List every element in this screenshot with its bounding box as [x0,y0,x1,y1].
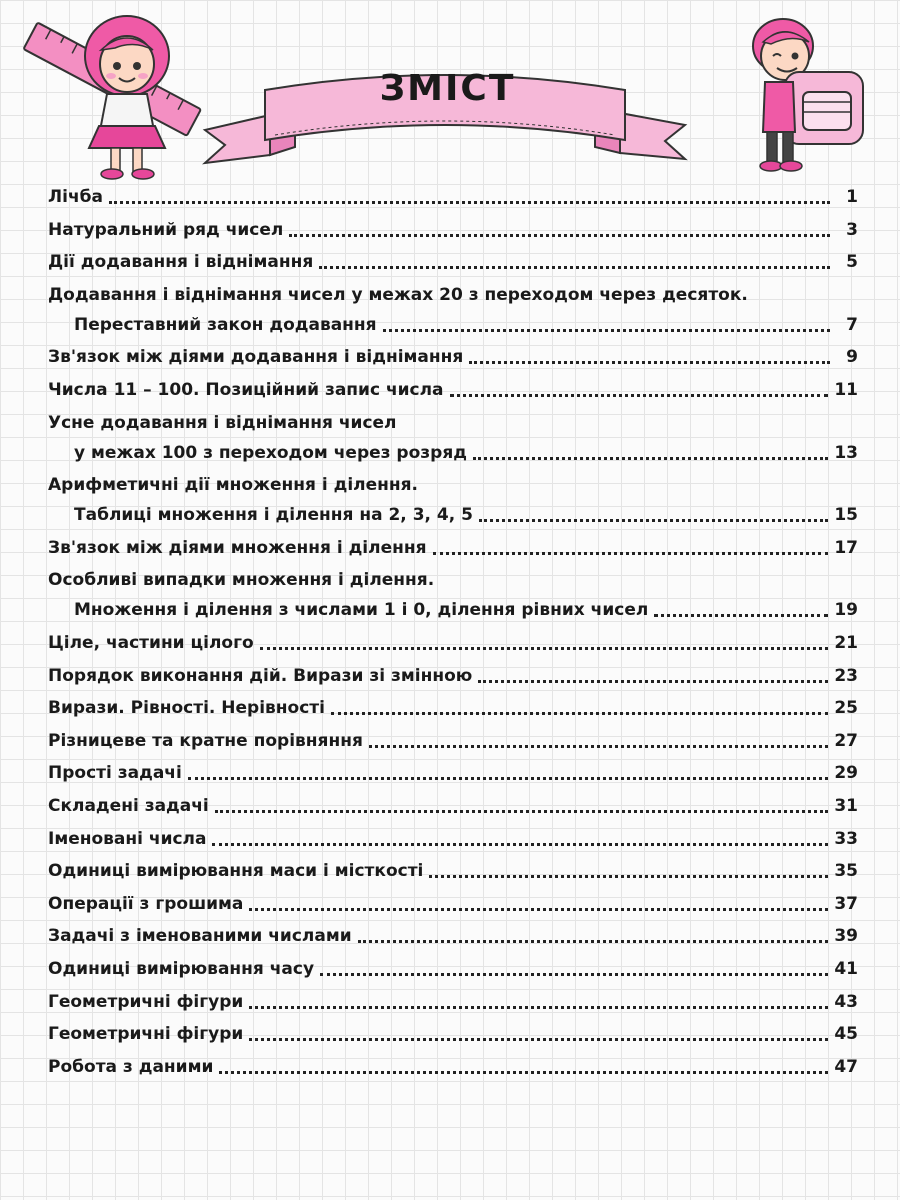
toc-page-number: 39 [834,926,858,947]
toc-entry-title: Ціле, частини цілого [48,633,254,653]
toc-entry-title: у межах 100 з переходом через розряд [74,442,467,463]
dot-leader [479,519,828,522]
toc-entry[interactable] [48,346,858,368]
toc-page-number: 35 [834,861,858,882]
toc-page-number: 15 [834,505,858,526]
dot-leader [358,940,829,943]
toc-page-number: 45 [834,1024,858,1045]
toc-entry[interactable] [48,795,858,817]
toc-page-number: 31 [834,796,858,816]
toc-entry-title: Іменовані числа [48,828,207,849]
toc-entry-title: Геометричні фігури [48,991,244,1012]
toc-entry[interactable] [48,219,858,241]
toc-entry[interactable] [48,474,858,526]
toc-entry-title: Лічба [48,187,103,207]
dot-leader [450,394,829,397]
toc-page-number: 23 [834,665,858,686]
toc-entry-title: Порядок виконання дій. Вирази зі змінною [48,665,473,686]
dot-leader [369,745,828,748]
toc-entry[interactable] [48,537,858,559]
toc-entry-title: Геометричні фігури [48,1024,244,1045]
toc-entry-title: Зв'язок між діями додавання і віднімання [48,347,464,368]
dot-leader [320,973,828,976]
toc-entry[interactable] [48,1023,858,1045]
toc-entry[interactable] [48,412,858,464]
toc-entry-title: Різницеве та кратне порівняння [48,730,363,751]
toc-page-number: 47 [834,1056,858,1077]
toc-page-number: 27 [834,730,858,751]
dot-leader [478,680,828,683]
toc-page-number: 3 [846,219,858,240]
toc-entry[interactable] [48,284,858,336]
dot-leader [383,329,830,332]
toc-entry[interactable] [48,569,858,621]
toc-entry-title: Дії додавання і віднімання [48,252,314,273]
toc-entry[interactable] [48,1056,858,1078]
toc-entry[interactable] [48,665,858,687]
toc-page-number: 5 [846,252,858,273]
dot-leader [212,843,828,846]
toc-entry-title: Одиниці вимірювання часу [48,959,315,979]
dot-leader [429,875,828,878]
toc-entry[interactable] [48,730,858,752]
toc-page-number: 13 [834,442,858,463]
toc-entry[interactable] [48,186,858,208]
toc-entry-title: Множення і ділення з числами 1 і 0, ділення рівних чисел [74,600,649,621]
dot-leader [219,1071,828,1074]
toc-entry-title: Усне додавання і віднімання чисел [48,412,397,433]
page-header [0,0,900,185]
toc-entry-title: Прості задачі [48,763,182,784]
toc-page-number: 11 [834,380,858,400]
toc-page-number: 37 [834,893,858,914]
toc-entry-title: Арифметичні дії множення і ділення. [48,475,418,496]
dot-leader [319,266,830,269]
page-title: ЗМІСТ [379,68,516,109]
boy-with-backpack-illustration [735,12,875,180]
dot-leader [289,234,830,237]
toc-page-number: 9 [846,347,858,368]
toc-entry-title: Робота з даними [48,1056,214,1077]
toc-entry[interactable] [48,251,858,273]
dot-leader [654,614,828,617]
toc-entry[interactable] [48,762,858,784]
toc-entry[interactable] [48,991,858,1013]
toc-entry-title: Переставний закон додавання [74,314,377,335]
toc-entry[interactable] [48,632,858,654]
dot-leader [249,1006,828,1009]
toc-entry-title: Таблиці множення і ділення на 2, 3, 4, 5 [74,505,473,526]
toc-page-number: 29 [834,763,858,784]
toc-page-number: 33 [834,828,858,849]
dot-leader [249,1038,828,1041]
toc-page-number: 21 [834,633,858,653]
toc-entry-title: Складені задачі [48,796,209,816]
toc-entry-title: Натуральний ряд чисел [48,219,284,240]
girl-with-ruler-illustration [15,8,205,180]
dot-leader [473,457,828,460]
toc-page-number: 1 [846,187,858,207]
toc-entry-title: Числа 11 – 100. Позиційний запис числа [48,380,444,400]
dot-leader [188,777,829,780]
toc-entry[interactable] [48,697,858,719]
toc-entry-title: Зв'язок між діями множення і ділення [48,537,427,558]
toc-entry[interactable] [48,893,858,915]
dot-leader [260,647,829,650]
dot-leader [331,712,828,715]
toc-page-number: 7 [846,314,858,335]
toc-page-number: 41 [834,959,858,979]
toc-entry[interactable] [48,925,858,947]
toc-entry[interactable] [48,860,858,882]
dot-leader [215,810,829,813]
toc-page-number: 17 [834,537,858,558]
dot-leader [109,201,830,204]
toc-entry-title: Додавання і віднімання чисел у межах 20 з переходом через десяток. [48,284,748,305]
toc-entry-title: Задачі з іменованими числами [48,926,352,947]
toc-page-number: 19 [834,600,858,621]
dot-leader [433,552,829,555]
toc-entry-title: Одиниці вимірювання маси і місткості [48,861,424,882]
toc-entry-title: Операції з грошима [48,893,244,914]
toc-entry[interactable] [48,379,858,401]
toc-page-number: 25 [834,698,858,719]
dot-leader [469,361,830,364]
toc-entry-title: Особливі випадки множення і ділення. [48,570,435,591]
dot-leader [249,908,828,911]
toc-page-number: 43 [834,991,858,1012]
toc-entry-title: Вирази. Рівності. Нерівності [48,698,325,719]
toc-entry[interactable] [48,958,858,980]
toc-entry[interactable] [48,828,858,850]
